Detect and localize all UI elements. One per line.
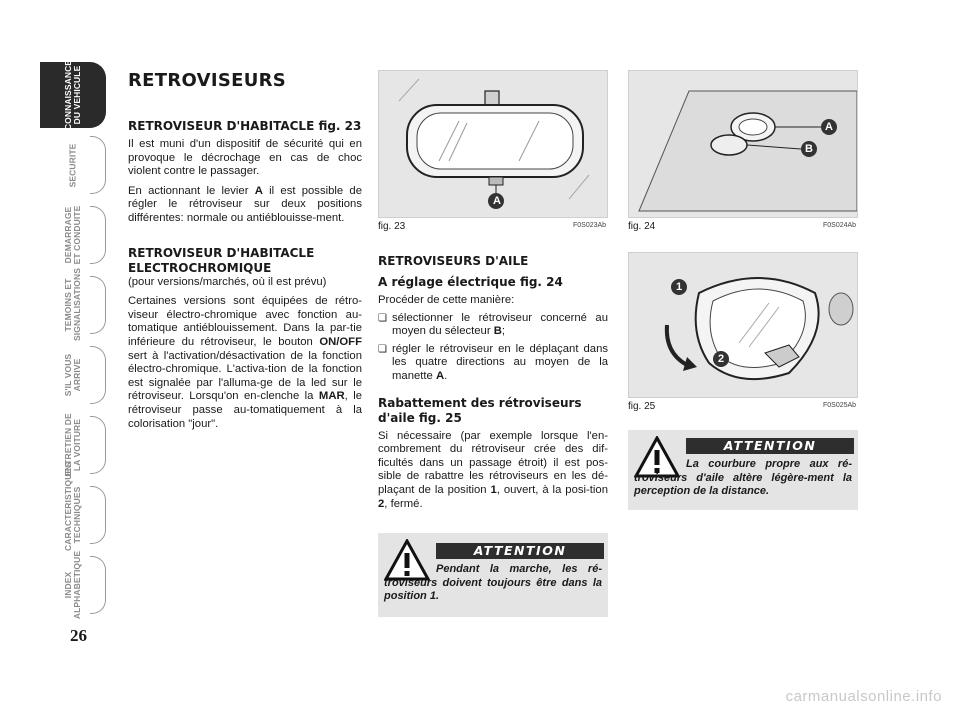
figure-code: F0S025Ab: [823, 402, 857, 409]
page-number: 26: [70, 626, 87, 645]
figure-24: [628, 70, 858, 218]
warning-title: ATTENTION: [686, 438, 854, 454]
tab-securite[interactable]: [40, 132, 106, 198]
tab-label: SECURITE: [67, 143, 78, 187]
tab-caracteristiques[interactable]: [40, 462, 106, 551]
paragraph: Procéder de cette manière:: [378, 294, 515, 306]
figure-caption: fig. 24: [628, 221, 656, 232]
figure-25: [628, 252, 858, 398]
list-item: ❏ régler le rétroviseur en le déplaçant dans les quatre directions au moyen de la manette A.: [378, 343, 608, 384]
tab-entretien[interactable]: [40, 412, 106, 478]
page-title: RETROVISEURS: [128, 70, 287, 91]
list-item: ❏ sélectionner le rétroviseur concerné au moyen du sélecteur B;: [378, 312, 608, 339]
subheading: (pour versions/marchés, où il est prévu): [128, 275, 327, 288]
callout-b: B: [805, 143, 813, 155]
tab-demarrage[interactable]: [40, 202, 106, 268]
heading-reglage: A réglage électrique fig. 24: [378, 275, 563, 289]
paragraph: En actionnant le levier A il est possible de régler le rétroviseur sur deux positions différentes: normale ou antiéblouisse-ment.: [128, 184, 362, 224]
tab-label: S'IL VOUS ARRIVE: [63, 353, 82, 397]
heading-aile: RETROVISEURS D'AILE: [378, 254, 529, 268]
tab-index[interactable]: [40, 552, 106, 618]
warning-box-courbure: [628, 430, 858, 510]
callout-a: A: [825, 121, 833, 133]
column-habitacle: [128, 70, 362, 437]
warning-text: Pendant la marche, les ré-troviseurs doivent toujours être dans la position 1.: [384, 563, 602, 602]
tab-temoins[interactable]: [40, 267, 106, 341]
tab-connaissance[interactable]: [40, 59, 106, 131]
watermark: carmanualsonline.info: [785, 688, 942, 705]
side-mirror-illustration: [629, 253, 857, 397]
warning-title: ATTENTION: [436, 543, 604, 559]
figure-code: F0S023Ab: [573, 222, 607, 229]
tab-sil-vous-arrive[interactable]: [40, 342, 106, 408]
heading-electrochromique: RETROVISEUR D'HABITACLE ELECTROCHROMIQUE: [128, 245, 315, 275]
figure-code: F0S024Ab: [823, 222, 857, 229]
tab-label: ENTRETIEN DE LA VOITURE: [63, 413, 82, 477]
paragraph: Si nécessaire (par exemple lorsque l'en-combrement du rétroviseur crée des dif-ficultés dans un passage étroit) il est pos-sible de rabattre les rétroviseurs en les dé-plaçant de la position 1, ouvert, à la posi-tion 2, fermé.: [378, 429, 608, 510]
callout-1: 1: [675, 281, 683, 293]
figure-caption: fig. 23: [378, 221, 406, 232]
tab-label: INDEX ALPHABETIQUE: [63, 550, 83, 620]
warning-box-position: [378, 533, 608, 617]
heading-habitacle: RETROVISEUR D'HABITACLE fig. 23: [128, 119, 362, 133]
warning-text: La courbure propre aux ré-troviseurs d'aile altère légère-ment la perception de la distance.: [634, 458, 852, 497]
tab-label: CONNAISSANCE DU VEHICULE: [63, 59, 82, 131]
tab-label: TEMOINS ET SIGNALISATIONS: [63, 267, 82, 341]
tab-label: DEMARRAGE ET CONDUITE: [63, 205, 82, 265]
figure-23: [378, 70, 608, 218]
heading-rabattement: Rabattement des rétroviseurs d'aile fig. 25: [378, 395, 582, 425]
paragraph: Il est muni d'un dispositif de sécurité qui en provoque le décrochage en cas de choc violent contre le passager.: [128, 138, 362, 178]
mirror-switch-illustration: [629, 71, 857, 217]
column-aile: [378, 254, 608, 517]
figure-caption: fig. 25: [628, 401, 656, 412]
paragraph: Certaines versions sont équipées de rétro-viseur électro-chromique avec fonction au-tomatique antiéblouissement. Dans la par-tie inférieure du rétroviseur, le bouton ON/OFF sert à l'activation/désactivation de la fonction électro-chromique. L'activa-tion de la fonction est signalée par l'alluma-ge de la led sur le rétroviseur. Lorsqu'on en-clenche la MAR, le rétroviseur passe au-tomatiquement à la colorisation "jour".: [128, 295, 362, 430]
callout-a: A: [493, 195, 501, 207]
tab-label: CARACTERISTIQUES TECHNIQUES: [63, 462, 82, 551]
callout-2: 2: [717, 353, 725, 365]
